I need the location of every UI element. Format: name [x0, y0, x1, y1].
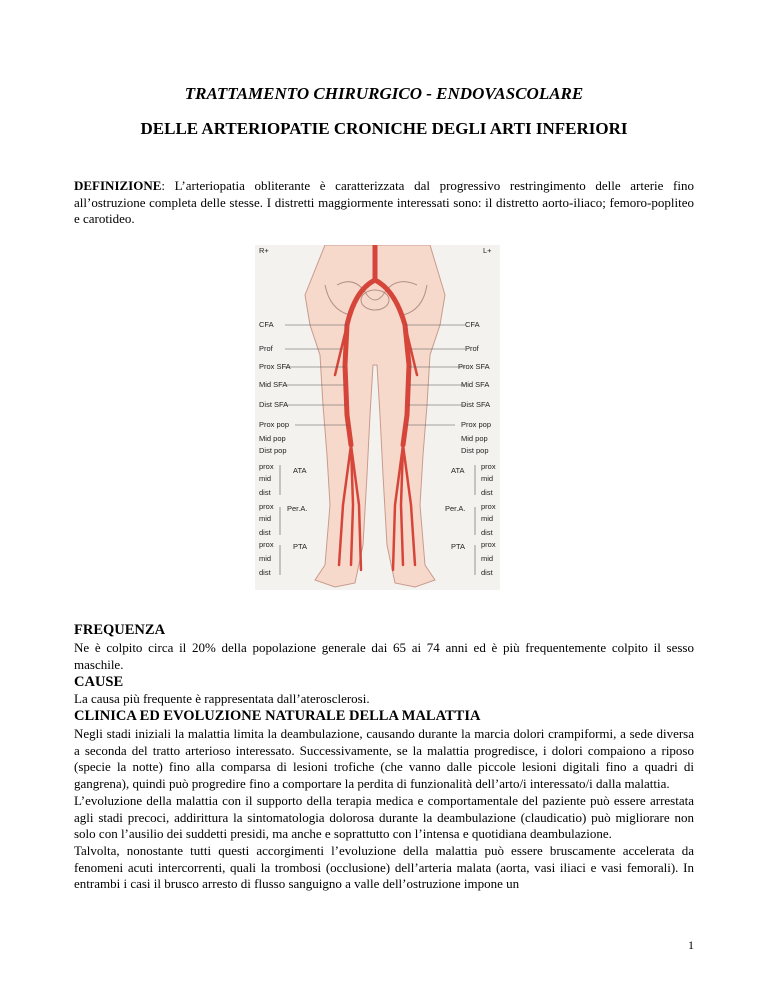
label-left: prox — [259, 462, 274, 471]
label-right: Mid SFA — [461, 380, 490, 389]
label-left: Mid pop — [259, 434, 286, 443]
figure-side-right: L+ — [483, 246, 492, 255]
section-text-clinica — [74, 726, 694, 893]
label-right: Prox pop — [461, 420, 492, 429]
label-left: Mid SFA — [259, 380, 288, 389]
label-left: mid — [259, 554, 272, 563]
section-text-frequenza: Ne è colpito circa il 20% della popolazione generale dai 65 ai 74 anni ed è più frequentemente colpito il sesso maschile. — [74, 640, 694, 672]
label-left: dist — [259, 488, 271, 497]
section-text-cause: La causa più frequente è rappresentata dall’aterosclerosi. — [74, 691, 370, 706]
group-right: PTA — [451, 542, 466, 551]
label-left: prox — [259, 540, 274, 549]
group-right: ATA — [451, 466, 465, 475]
label-right: mid — [481, 514, 494, 523]
label-right: Prof — [465, 344, 479, 353]
label-left: Prof — [259, 344, 273, 353]
label-right: dist — [481, 488, 493, 497]
label-right: prox — [481, 540, 496, 549]
label-left: mid — [259, 514, 272, 523]
label-right: Dist SFA — [461, 400, 491, 409]
label-left: CFA — [259, 320, 274, 329]
label-left: Dist pop — [259, 446, 287, 455]
definition-label: DEFINIZIONE — [74, 178, 162, 193]
clinica-paragraph-1: Negli stadi iniziali la malattia limita la deambulazione, causando durante la marcia dolori crampiformi, a sede diversa a seconda del tratto arterioso interessato. Successivamente, se la malattia progredisce, i dolori compaiono a riposo (specie la notte) fino alla comparsa di lesioni trofiche (che vanno dalle piccole lesioni digitali fino a quadri di gangrena), quindi può progredire fino a comportare la perdita di funzionalità dell’arto/i interessato/i dalla malattia. — [74, 726, 694, 792]
label-right: dist — [481, 528, 493, 537]
label-left: prox — [259, 502, 274, 511]
label-right: Mid pop — [461, 434, 488, 443]
arteries-legs-illustration — [255, 245, 500, 590]
definition-paragraph — [74, 178, 694, 228]
label-right: mid — [481, 554, 494, 563]
document-subtitle: DELLE ARTERIOPATIE CRONICHE DEGLI ARTI INFERIORI — [140, 119, 628, 138]
label-right: Dist pop — [461, 446, 489, 455]
clinica-paragraph-2: L’evoluzione della malattia con il supporto della terapia medica e comportamentale del paziente può essere arrestata agli stadi precoci, addirittura la sintomatologia dolorosa durante la deambulazione (claudicatio) può migliorare non solo con l’ausilio dei suddetti presidi, ma anche e soprattutto con l’intensa e quotidiana deambulazione. — [74, 792, 694, 842]
label-right: CFA — [465, 320, 480, 329]
section-heading-clinica: CLINICA ED EVOLUZIONE NATURALE DELLA MALATTIA — [74, 708, 481, 724]
label-right: mid — [481, 474, 494, 483]
clinica-paragraph-3: Talvolta, nonostante tutti questi accorgimenti l’evoluzione della malattia può essere bruscamente accelerata da fenomeni acuti intercorrenti, quali la trombosi (occlusione) dell’arteria malata (aorta, vasi iliaci e vasi femorali). In entrambi i casi il brusco arresto di flusso sanguigno a valle dell’ostruzione impone un — [74, 842, 694, 892]
definition-text: : L’arteriopatia obliterante è caratterizzata dal progressivo restringimento delle arterie fino all’ostruzione completa delle stesse. I distretti maggiormente interessati sono: il distretto aorto-iliaco; femoro-popliteo e carotideo. — [74, 178, 694, 227]
group-right: Per.A. — [445, 504, 466, 513]
label-left: Prox SFA — [259, 362, 291, 371]
label-right: prox — [481, 502, 496, 511]
label-left: mid — [259, 474, 272, 483]
label-left: Prox pop — [259, 420, 290, 429]
label-left: dist — [259, 568, 271, 577]
page-number: 1 — [688, 938, 694, 952]
section-heading-frequenza: FREQUENZA — [74, 622, 166, 638]
label-right: dist — [481, 568, 493, 577]
label-right: Prox SFA — [458, 362, 490, 371]
label-right: prox — [481, 462, 496, 471]
figure-side-left: R+ — [259, 246, 269, 255]
document-title: TRATTAMENTO CHIRURGICO - ENDOVASCOLARE — [184, 84, 584, 103]
group-left: Per.A. — [287, 504, 308, 513]
group-left: ATA — [293, 466, 307, 475]
group-left: PTA — [293, 542, 308, 551]
label-left: dist — [259, 528, 271, 537]
label-left: Dist SFA — [259, 400, 289, 409]
section-heading-cause: CAUSE — [74, 674, 124, 690]
